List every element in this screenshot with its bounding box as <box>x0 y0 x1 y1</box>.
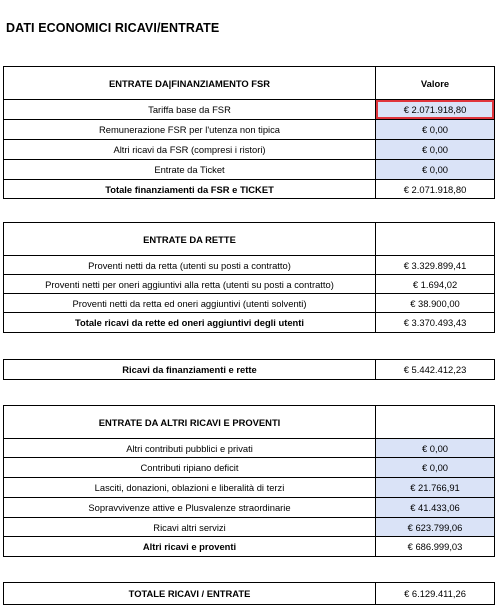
table-row <box>4 120 495 140</box>
row-label: Proventi netti da retta (utenti su posti a contratto) <box>4 256 376 275</box>
table-row <box>4 518 495 537</box>
row-label: Remunerazione FSR per l'utenza non tipica <box>4 120 376 140</box>
summary-value-cell[interactable]: € 5.442.412,23 <box>376 360 495 380</box>
row-label: Proventi netti per oneri aggiuntivi alla retta (utenti su posti a contratto) <box>4 275 376 294</box>
table-row <box>4 439 495 458</box>
row-label: Altri ricavi da FSR (compresi i ristori) <box>4 140 376 160</box>
table-row <box>4 100 495 120</box>
ricavi-altri-servizi-value-cell[interactable]: € 623.799,06 <box>376 518 495 537</box>
utenti-solventi-value-cell[interactable]: € 38.900,00 <box>376 294 495 313</box>
row-label: Proventi netti da retta ed oneri aggiuntivi (utenti solventi) <box>4 294 376 313</box>
table-row <box>4 256 495 275</box>
total-label: Altri ricavi e proventi <box>4 537 376 557</box>
oneri-aggiuntivi-value-cell[interactable]: € 1.694,02 <box>376 275 495 294</box>
remunerazione-value-cell[interactable]: € 0,00 <box>376 120 495 140</box>
table-row <box>4 478 495 498</box>
lasciti-value-cell[interactable]: € 21.766,91 <box>376 478 495 498</box>
row-label: Sopravvivenze attive e Plusvalenze straordinarie <box>4 498 376 518</box>
tariffa-base-value-cell[interactable]: € 2.071.918,80 <box>376 100 495 120</box>
page-title: DATI ECONOMICI RICAVI/ENTRATE <box>6 21 220 35</box>
row-label: Entrate da Ticket <box>4 160 376 180</box>
table-row <box>4 294 495 313</box>
total-row <box>4 180 495 199</box>
total-label: Totale finanziamenti da FSR e TICKET <box>4 180 376 199</box>
value-column-header: Valore <box>376 67 495 100</box>
table-row <box>4 275 495 294</box>
ripiano-deficit-value-cell[interactable]: € 0,00 <box>376 458 495 478</box>
rette-section-header: ENTRATE DA RETTE <box>4 223 376 256</box>
sopravvenienze-value-cell[interactable]: € 41.433,06 <box>376 498 495 518</box>
total-value-cell[interactable]: € 686.999,03 <box>376 537 495 557</box>
empty-header-cell <box>376 406 495 439</box>
row-label: Tariffa base da FSR <box>4 100 376 120</box>
row-label: Ricavi altri servizi <box>4 518 376 537</box>
total-label: Totale ricavi da rette ed oneri aggiuntivi degli utenti <box>4 313 376 333</box>
rette-table <box>3 222 495 333</box>
total-value-cell[interactable]: € 3.370.493,43 <box>376 313 495 333</box>
row-label: Contributi ripiano deficit <box>4 458 376 478</box>
altri-ricavi-fsr-value-cell[interactable]: € 0,00 <box>376 140 495 160</box>
fsr-table <box>3 66 495 199</box>
table-row <box>4 140 495 160</box>
row-label: Altri contributi pubblici e privati <box>4 439 376 458</box>
summary-table <box>3 359 495 380</box>
grand-total-value-cell[interactable]: € 6.129.411,26 <box>376 583 495 605</box>
summary-label: Ricavi da finanziamenti e rette <box>4 360 376 380</box>
table-row <box>4 458 495 478</box>
altri-section-header: ENTRATE DA ALTRI RICAVI E PROVENTI <box>4 406 376 439</box>
total-row <box>4 313 495 333</box>
grand-total-table <box>3 582 495 605</box>
row-label: Lasciti, donazioni, oblazioni e liberalità di terzi <box>4 478 376 498</box>
empty-header-cell <box>376 223 495 256</box>
table-row <box>4 498 495 518</box>
proventi-retta-value-cell[interactable]: € 3.329.899,41 <box>376 256 495 275</box>
fsr-section-header: ENTRATE DA|FINANZIAMENTO FSR <box>4 67 376 100</box>
table-row <box>4 160 495 180</box>
total-row <box>4 537 495 557</box>
altri-ricavi-table <box>3 405 495 557</box>
grand-total-label: TOTALE RICAVI / ENTRATE <box>4 583 376 605</box>
contributi-pubblici-value-cell[interactable]: € 0,00 <box>376 439 495 458</box>
total-value-cell[interactable]: € 2.071.918,80 <box>376 180 495 199</box>
ticket-value-cell[interactable]: € 0,00 <box>376 160 495 180</box>
